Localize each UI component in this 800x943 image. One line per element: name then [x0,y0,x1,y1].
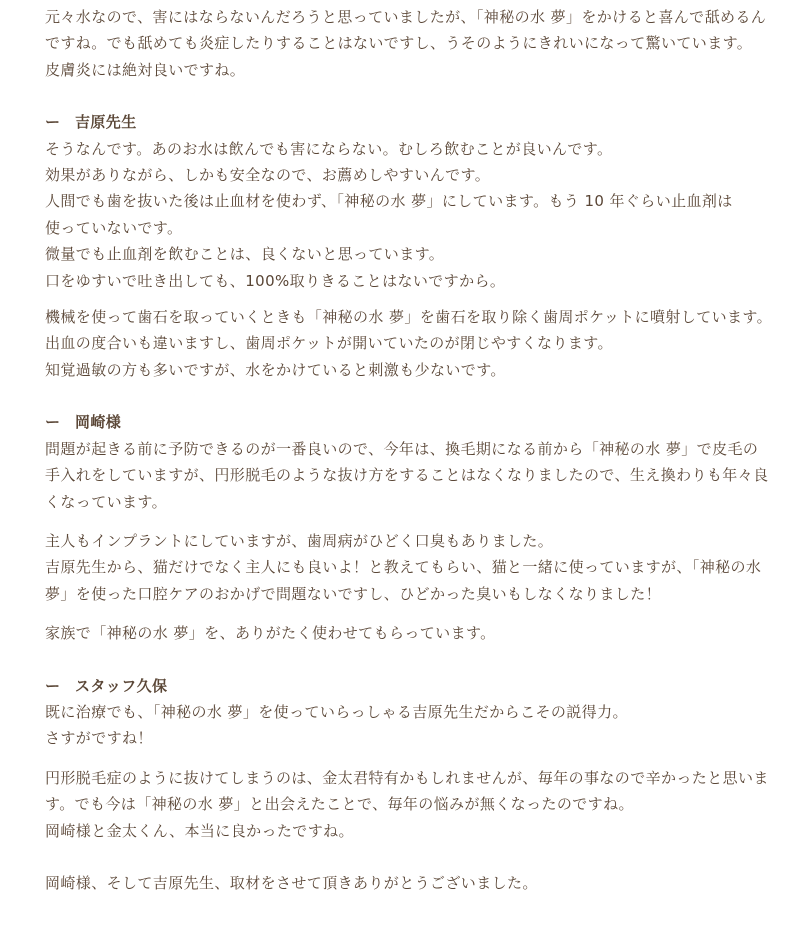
paragraph-yoshihara-2 [45,304,773,383]
text-line: 元々水なので、害にはならないんだろうと思っていましたが、「神秘の水 夢」をかけると喜んで舐めるん [45,8,767,26]
speaker-heading-okazaki [45,409,755,435]
paragraph-staff-1 [45,699,755,752]
text-line: 吉原先生から、猫だけでなく主人にも良いよ！と教えてもらい、猫と一緒に使っていますが、「神秘の水 [45,558,762,577]
speaker-dash: ー [45,113,61,132]
text-line: 知覚過敏の方も多いですが、水をかけていると刺激も少ないです。 [45,360,506,379]
text-line: 機械を使って歯石を取っていくときも「神秘の水 夢」を歯石を取り除く歯周ポケットに噴射しています。 [45,308,773,327]
text-line: そうなんです。あのお水は飲んでも害にならない。むしろ飲むことが良いんです。 [45,139,613,158]
text-line: す。でも今は「神秘の水 夢」と出会えたことで、毎年の悩みが無くなったのですね。 [45,795,634,814]
text-line: 人間でも歯を抜いた後は止血材を使わず、「神秘の水 夢」にしています。もう 10 年ぐらい止血剤は [45,192,733,211]
paragraph-intro [45,4,767,83]
text-line: くなっています。 [45,492,168,511]
speaker-name: スタッフ久保 [75,676,168,695]
paragraph-staff-2 [45,765,769,844]
text-line: 口をゆすいで吐き出しても、100%取りきることはないですから。 [45,271,506,290]
text-line: 手入れをしていますが、円形脱毛のような抜け方をすることはなくなりましたので、生え換わりも年々良 [45,466,769,485]
speaker-name: 吉原先生 [75,113,137,132]
text-line: 既に治療でも、「神秘の水 夢」を使っていらっしゃる吉原先生だからこその説得力。 [45,702,628,721]
text-line: 問題が起きる前に予防できるのが一番良いので、今年は、換毛期になる前から「神秘の水 夢」で皮毛の [45,439,759,458]
speaker-name: 岡崎様 [75,413,122,432]
text-line: ですね。でも舐めても炎症したりすることはないですし、うそのようにきれいになって驚いています。 [45,34,753,53]
paragraph-yoshihara-1 [45,136,755,294]
text-line: 微量でも止血剤を飲むことは、良くないと思っています。 [45,245,445,264]
text-line: 皮膚炎には絶対良いですね。 [45,60,246,79]
text-line: 夢」を使った口腔ケアのおかげで問題ないですし、ひどかった臭いもしなくなりました！ [45,584,662,603]
closing-thanks: 岡崎様、そして吉原先生、取材をさせて頂きありがとうございました。 [45,873,538,892]
paragraph-okazaki-1 [45,436,769,515]
text-line: 主人もインプラントにしていますが、歯周病がひどく口臭もありました。 [45,531,554,550]
paragraph-okazaki-2 [45,528,762,607]
speaker-heading-staff [45,673,755,699]
text-line: 出血の度合いも違いますし、歯周ポケットが開いていたのが閉じやすくなります。 [45,334,613,353]
text-line: さすがですね！ [45,729,153,748]
speaker-heading-yoshihara [45,109,755,135]
text-line: 使っていないです。 [45,218,183,237]
speaker-dash: ー [45,676,61,695]
speaker-dash: ー [45,413,61,432]
text-line: 岡崎様と金太くん、本当に良かったですね。 [45,821,354,840]
text-line: 円形脱毛症のように抜けてしまうのは、金太君特有かもしれませんが、毎年の事なので辛かったと思いま [45,768,769,787]
paragraph-okazaki-3 [45,620,755,646]
text-line: 効果がありながら、しかも安全なので、お薦めしやすいんです。 [45,166,491,185]
text-line: 家族で「神秘の水 夢」を、ありがたく使わせてもらっています。 [45,624,496,643]
